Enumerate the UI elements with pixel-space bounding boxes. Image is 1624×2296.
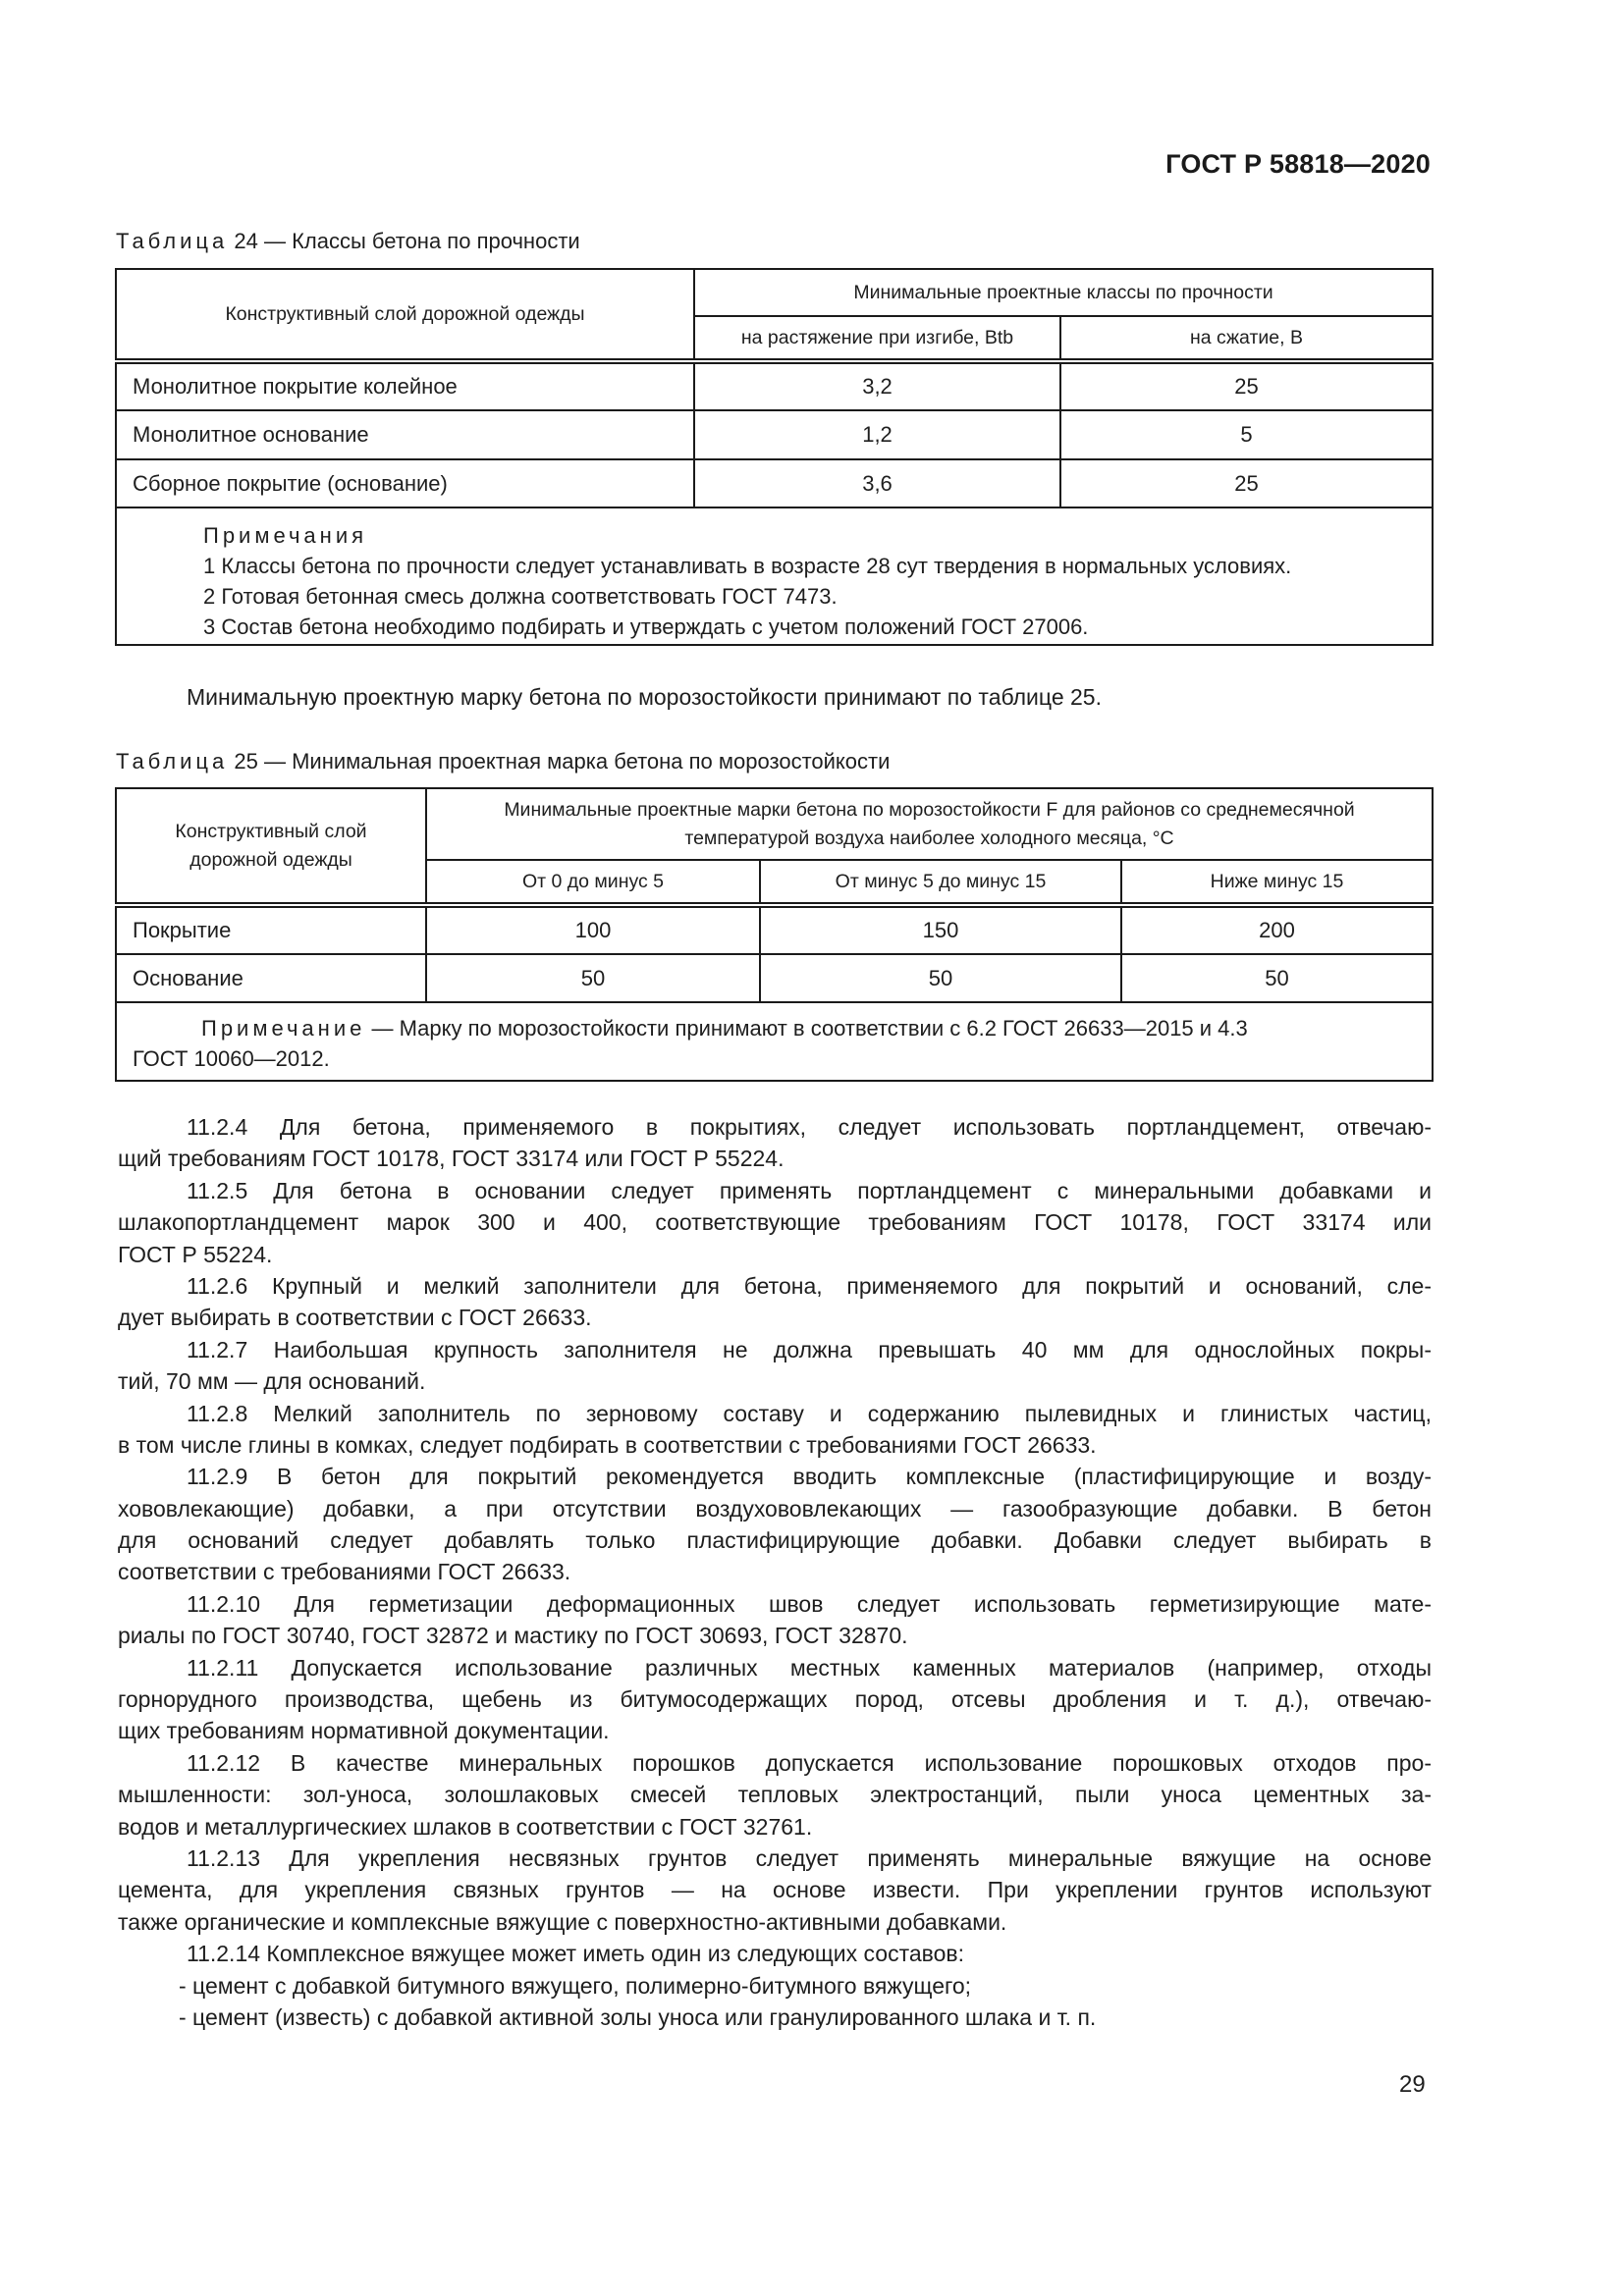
paragraph-line: 11.2.12 В качестве минеральных порошков допускается использование порошковых отходов про- [187, 1749, 1432, 1776]
table25-row [116, 954, 1433, 1002]
paragraph-line: 11.2.11 Допускается использование различных местных каменных материалов (например, отходы [187, 1654, 1432, 1681]
table25-header-layer-line: дорожной одежды [189, 848, 352, 871]
table24-cell-layer: Сборное покрытие (основание) [116, 459, 694, 507]
table25-note-text-cont: ГОСТ 10060—2012. [133, 1046, 330, 1071]
table24-header-layer: Конструктивный слой дорожной одежды [116, 269, 694, 361]
paragraph-line: ГОСТ Р 55224. [118, 1241, 273, 1267]
intro-paragraph: Минимальную проектную марку бетона по морозостойкости принимают по таблице 25. [187, 684, 1102, 710]
table25-row [116, 905, 1433, 954]
table24-header-compression: на сжатие, В [1060, 316, 1433, 361]
table24-caption-prefix: Таблица [116, 229, 229, 253]
table25 [115, 787, 1434, 1082]
list-item: - цемент с добавкой битумного вяжущего, полимерно-битумного вяжущего; [179, 1972, 972, 1999]
table24-notes [116, 507, 1433, 645]
table24-cell-compression: 5 [1060, 410, 1433, 459]
table25-header-range-c: Ниже минус 15 [1121, 860, 1433, 905]
table24-notes-title: Примечания [203, 523, 368, 548]
table24-note: 1 Классы бетона по прочности следует устанавливать в возрасте 28 сут твердения в нормальных условиях. [203, 554, 1292, 578]
paragraph-line: горнорудного производства, щебень из битумосодержащих пород, отсевы дробления и т. д.), отвечаю- [118, 1686, 1432, 1713]
table25-cell-c: 200 [1121, 905, 1433, 954]
paragraph-line: дует выбирать в соответствии с ГОСТ 26633. [118, 1305, 592, 1331]
table25-caption-prefix: Таблица [116, 749, 229, 774]
paragraph-line: также органические и комплексные вяжущие с поверхностно-активными добавками. [118, 1908, 1007, 1935]
table25-cell-a: 100 [426, 905, 760, 954]
document-header-id: ГОСТ Р 58818—2020 [1165, 149, 1431, 179]
table25-header-range-a: От 0 до минус 5 [426, 860, 760, 905]
paragraph-line: хововлекающие) добавки, а при отсутствии воздухововлекающих — газообразующие добавки. В бетон [118, 1495, 1432, 1522]
list-item: - цемент (известь) с добавкой активной золы уноса или гранулированного шлака и т. п. [179, 2003, 1097, 2030]
table25-note-title: Примечание [201, 1016, 366, 1041]
paragraph-line: водов и металлургическиех шлаков в соответствии с ГОСТ 32761. [118, 1813, 813, 1840]
table25-note [116, 1002, 1433, 1081]
paragraph-line: 11.2.9 В бетон для покрытий рекомендуется вводить комплексные (пластифицирующие и возду- [187, 1464, 1432, 1490]
table25-cell-b: 50 [760, 954, 1121, 1002]
page-number: 29 [1399, 2071, 1426, 2098]
table24-cell-layer: Монолитное основание [116, 410, 694, 459]
table25-cell-a: 50 [426, 954, 760, 1002]
table25-header-group-line: температурой воздуха наиболее холодного месяца, °С [684, 827, 1174, 849]
paragraph-line: 11.2.14 Комплексное вяжущее может иметь один из следующих составов: [187, 1941, 965, 1967]
table24-cell-bending: 3,2 [694, 361, 1060, 410]
paragraph-line: 11.2.10 Для герметизации деформационных швов следует использовать герметизирующие мате- [187, 1590, 1432, 1617]
table25-header-layer-line: Конструктивный слой [175, 820, 367, 842]
paragraph-line: щих требованиям нормативной документации. [118, 1718, 610, 1744]
table25-cell-b: 150 [760, 905, 1121, 954]
paragraph-line: тий, 70 мм — для оснований. [118, 1368, 426, 1395]
paragraph-line: риалы по ГОСТ 30740, ГОСТ 32872 и мастику по ГОСТ 30693, ГОСТ 32870. [118, 1623, 908, 1649]
table24-row [116, 410, 1433, 459]
paragraph-line: в том числе глины в комках, следует подбирать в соответствии с требованиями ГОСТ 26633. [118, 1431, 1097, 1458]
table24-note: 3 Состав бетона необходимо подбирать и утверждать с учетом положений ГОСТ 27006. [203, 614, 1089, 639]
paragraph-line: мышленности: зол-уноса, золошлаковых смесей тепловых электростанций, пыли уноса цементных за- [118, 1782, 1432, 1808]
table24-cell-bending: 1,2 [694, 410, 1060, 459]
table24-cell-compression: 25 [1060, 459, 1433, 507]
table25-caption [116, 749, 890, 774]
paragraph-line: для оснований следует добавлять только пластифицирующие добавки. Добавки следует выбирать в [118, 1527, 1432, 1554]
table25-cell-layer: Покрытие [116, 905, 426, 954]
table24-row [116, 459, 1433, 507]
table24-header-group: Минимальные проектные классы по прочности [694, 269, 1433, 316]
table24-cell-layer: Монолитное покрытие колейное [116, 361, 694, 410]
paragraph-line: шлакопортландцемент марок 300 и 400, соответствующие требованиям ГОСТ 10178, ГОСТ 33174 или [118, 1209, 1432, 1236]
paragraph-line: 11.2.5 Для бетона в основании следует применять портландцемент с минеральными добавками и [187, 1177, 1432, 1203]
table25-note-text: — Марку по морозостойкости принимают в соответствии с 6.2 ГОСТ 26633—2015 и 4.3 [365, 1016, 1248, 1041]
table25-cell-c: 50 [1121, 954, 1433, 1002]
table24-caption [116, 229, 580, 254]
paragraph-line: цемента, для укрепления связных грунтов — на основе извести. При укреплении грунтов используют [118, 1877, 1432, 1903]
table24 [115, 268, 1434, 646]
table24-caption-title: 24 — Классы бетона по прочности [228, 229, 580, 253]
table24-cell-compression: 25 [1060, 361, 1433, 410]
table25-header-group [426, 788, 1433, 860]
table25-header-layer [116, 788, 426, 905]
paragraph-line: щий требованиям ГОСТ 10178, ГОСТ 33174 или ГОСТ Р 55224. [118, 1146, 785, 1172]
table25-header-group-line: Минимальные проектные марки бетона по морозостойкости F для районов со среднемесячной [504, 798, 1355, 821]
paragraph-line: соответствии с требованиями ГОСТ 26633. [118, 1559, 571, 1585]
table25-header-range-b: От минус 5 до минус 15 [760, 860, 1121, 905]
paragraph-line: 11.2.7 Наибольшая крупность заполнителя не должна превышать 40 мм для однослойных покры- [187, 1336, 1432, 1362]
body-text [118, 1111, 1432, 2033]
table25-caption-title: 25 — Минимальная проектная марка бетона по морозостойкости [228, 749, 891, 774]
table25-cell-layer: Основание [116, 954, 426, 1002]
paragraph-line: 11.2.6 Крупный и мелкий заполнители для бетона, применяемого для покрытий и оснований, сле- [187, 1272, 1432, 1299]
paragraph-line: 11.2.13 Для укрепления несвязных грунтов следует применять минеральные вяжущие на основе [187, 1844, 1432, 1871]
table24-row [116, 361, 1433, 410]
paragraph-line: 11.2.4 Для бетона, применяемого в покрытиях, следует использовать портландцемент, отвечаю- [187, 1114, 1432, 1140]
table24-header-bending: на растяжение при изгибе, Btb [694, 316, 1060, 361]
table24-cell-bending: 3,6 [694, 459, 1060, 507]
table24-note: 2 Готовая бетонная смесь должна соответствовать ГОСТ 7473. [203, 584, 838, 609]
paragraph-line: 11.2.8 Мелкий заполнитель по зерновому составу и содержанию пылевидных и глинистых частиц, [187, 1400, 1432, 1426]
